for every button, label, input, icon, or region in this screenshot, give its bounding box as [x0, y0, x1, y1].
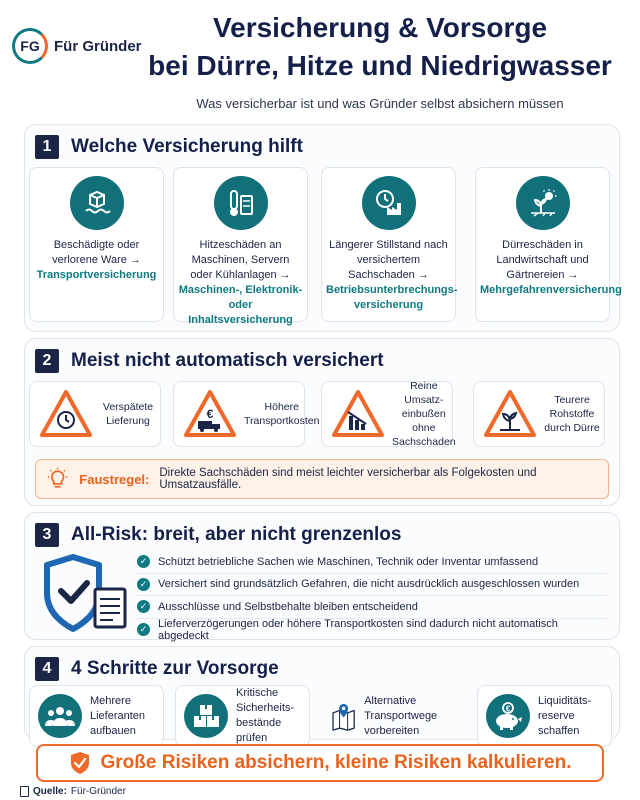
document-icon	[20, 786, 29, 797]
step-card	[29, 685, 164, 747]
page-subtitle: Was versicherbar ist und was Gründer selbst absichern müssen	[196, 96, 564, 111]
risk-card	[321, 380, 456, 448]
insurance-card-text: Hitzeschäden an Maschinen, Servern oder Kühlanlagen →	[190, 239, 291, 281]
check-icon: ✓	[137, 578, 150, 591]
source-value: Für-Gründer	[70, 786, 126, 797]
section-number: 1	[35, 135, 59, 159]
boxes-icon	[184, 694, 228, 738]
warning-chart-down-icon	[330, 388, 386, 440]
list-item-text: Lieferverzögerungen oder höhere Transportkosten sind dadurch nicht automatisch abgedeckt	[158, 617, 558, 642]
list-item	[137, 574, 607, 597]
source-label: Quelle:	[33, 786, 67, 797]
list-item	[137, 551, 607, 574]
section-steps	[24, 646, 620, 744]
insurance-card	[173, 167, 308, 326]
key-message-text: Große Risiken absichern, kleine Risiken kalkulieren.	[100, 752, 572, 773]
rule-of-thumb-box	[35, 459, 609, 499]
shield-check-icon	[69, 751, 91, 775]
insurance-card-link: Transportversicherung	[36, 269, 157, 281]
insurance-card-text: Dürreschäden in Landwirtschaft und Gärtnereien →	[496, 239, 589, 281]
risk-card-text: Reine Umsatz- einbußen ohne Sachschaden	[392, 380, 456, 448]
source-line	[20, 786, 126, 797]
thermometer-server-icon	[214, 176, 268, 230]
list-item	[137, 619, 607, 642]
sun-plant-icon	[516, 176, 570, 230]
clock-factory-icon	[362, 176, 416, 230]
piggy-bank-icon	[486, 694, 530, 738]
warning-truck-icon	[182, 388, 238, 440]
insurance-card-link: Mehrgefahrenversicherung	[480, 284, 622, 296]
step-text: Mehrere Lieferanten aufbauen	[90, 694, 146, 737]
risk-card	[29, 381, 161, 447]
all-risk-list	[137, 551, 607, 641]
risk-card	[173, 381, 320, 447]
section-insurance	[24, 124, 620, 332]
logo-text: Für Gründer	[54, 37, 142, 55]
section-not-insured	[24, 338, 620, 506]
section-header	[35, 523, 401, 547]
risk-card-text: Teurere Rohstoffe durch Dürre	[544, 394, 600, 434]
warning-plant-icon	[482, 388, 538, 440]
box-water-icon	[70, 176, 124, 230]
page-title-line1: Versicherung & Vorsorge	[212, 12, 548, 43]
insurance-card	[29, 167, 164, 322]
section-title: Meist nicht automatisch versichert	[71, 350, 384, 371]
check-icon: ✓	[137, 555, 150, 568]
list-item-text: Schützt betriebliche Sachen wie Maschinen, Technik oder Inventar umfassend	[158, 555, 539, 568]
section-all-risk	[24, 512, 620, 640]
insurance-card-link: Betriebsunterbrechungs- versicherung	[326, 284, 458, 311]
step-text: Liquiditäts- reserve schaffen	[538, 694, 592, 737]
insurance-card	[475, 167, 622, 322]
map-pin-icon	[331, 688, 356, 744]
section-title: 4 Schritte zur Vorsorge	[71, 658, 279, 679]
logo	[12, 28, 142, 64]
page-title-line2: bei Dürre, Hitze und Niedrigwasser	[148, 50, 612, 81]
key-message-banner	[36, 744, 604, 782]
section-number: 2	[35, 349, 59, 373]
risk-card-text: Verspätete Lieferung	[102, 401, 154, 427]
check-icon: ✓	[137, 623, 150, 636]
svg-text:€: €	[206, 407, 214, 421]
section-title: All-Risk: breit, aber nicht grenzenlos	[71, 524, 402, 545]
warning-clock-icon	[38, 388, 94, 440]
step-card	[477, 685, 612, 747]
insurance-card-text: Längerer Stillstand nach versichertem Sachschaden →	[329, 239, 448, 281]
section-header	[35, 657, 279, 681]
section-header	[35, 349, 384, 373]
svg-text:€: €	[505, 704, 511, 714]
insurance-card-link: Maschinen-, Elektronik- oder Inhaltsversicherung	[178, 284, 303, 326]
lightbulb-icon	[46, 467, 69, 491]
section-title: Welche Versicherung hilft	[71, 136, 303, 157]
shield-document-icon	[39, 551, 133, 637]
section-number: 4	[35, 657, 59, 681]
rule-of-thumb-label: Faustregel:	[79, 471, 150, 487]
insurance-card-text: Beschädigte oder verlorene Ware →	[52, 239, 141, 266]
list-item-text: Ausschlüsse und Selbstbehalte bleiben entscheidend	[158, 600, 418, 613]
step-text: Alternative Transportwege vorbereiten	[364, 694, 438, 737]
risk-card-text: Höhere Transportkosten	[244, 401, 320, 427]
logo-mark: FG	[12, 28, 48, 64]
section-number: 3	[35, 523, 59, 547]
insurance-card	[321, 167, 456, 322]
section-header	[35, 135, 303, 159]
risk-card	[473, 381, 605, 447]
people-icon	[38, 694, 82, 738]
step-card	[175, 685, 310, 747]
check-icon: ✓	[137, 600, 150, 613]
rule-of-thumb-text: Direkte Sachschäden sind meist leichter versicherbar als Folgekosten und Umsatzausfälle.	[159, 467, 537, 491]
list-item	[137, 596, 607, 619]
step-card	[323, 685, 458, 747]
step-text: Kritische Sicherheits- bestände prüfen	[236, 687, 295, 744]
list-item-text: Versichert sind grundsätzlich Gefahren, die nicht ausdrücklich ausgeschlossen wurden	[158, 578, 580, 591]
